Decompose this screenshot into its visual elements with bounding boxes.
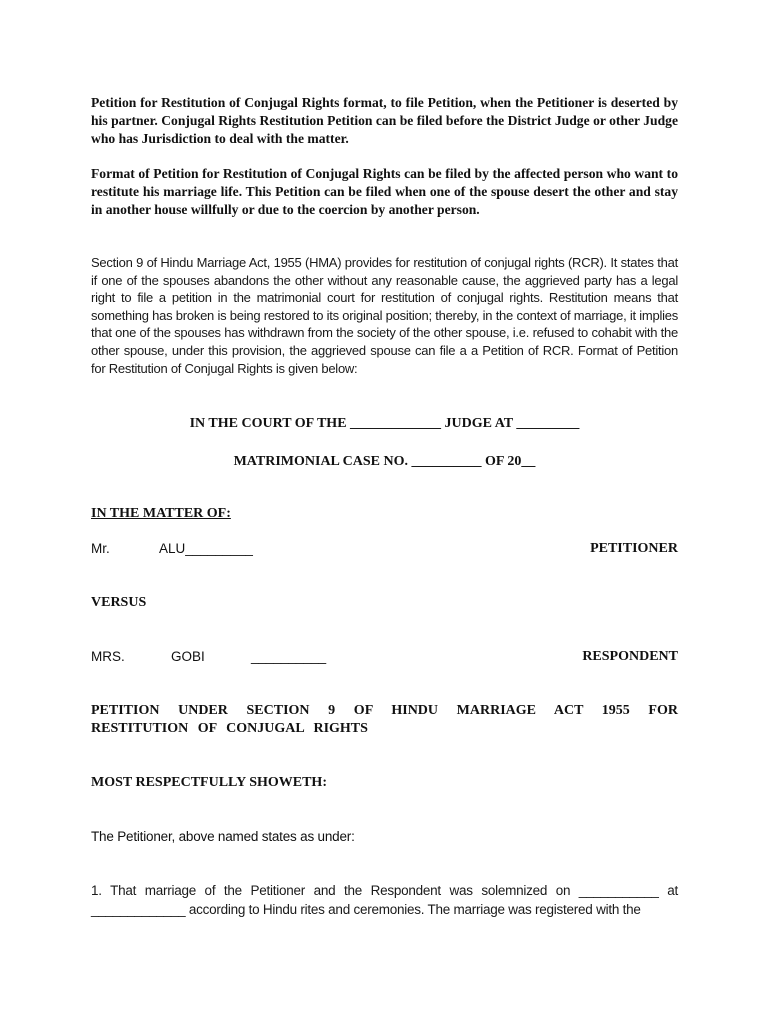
respondent-title: MRS.	[91, 649, 125, 664]
respondent-name: GOBI	[171, 649, 205, 664]
petitioner-role: PETITIONER	[590, 541, 678, 556]
matter-heading: IN THE MATTER OF:	[91, 506, 231, 521]
petitioner-name: ALU_________	[159, 541, 253, 556]
respondent-role: RESPONDENT	[582, 649, 678, 664]
petitioner-row	[91, 541, 678, 561]
intro-paragraph-1: Petition for Restitution of Conjugal Rights format, to file Petition, when the Petitioner is deserted by his partner. Conjugal Rights Restitution Petition can be filed before the District Judge or other Judge who has Jurisdiction to deal with the matter.	[91, 95, 678, 146]
intro-paragraph-2: Format of Petition for Restitution of Conjugal Rights can be filed by the affected person who want to restitute his marriage life. This Petition can be filed when one of the spouse desert the other and stay in another house willfully or due to the coercion by another person.	[91, 166, 678, 217]
intro-paragraph-3: Section 9 of Hindu Marriage Act, 1955 (HMA) provides for restitution of conjugal rights (RCR). It states that if one of the spouses abandons the other without any reasonable cause, the aggrieved party has a legal right to file a petition in the matrimonial court for restitution of conjugal rights. Restitution means that something has broken is being restored to its original position; thereby, in the context of marriage, it implies that one of the spouses has withdrawn from the society of the other spouse, i.e. refused to cohabit with the other spouse, under this provision, the aggrieved spouse can file a a Petition of RCR. Format of Petition for Restitution of Conjugal Rights is given below:	[91, 255, 678, 376]
petitioner-states: The Petitioner, above named states as under:	[91, 829, 355, 844]
petitioner-title: Mr.	[91, 541, 110, 556]
respondent-blank: __________	[251, 649, 327, 664]
versus-label: VERSUS	[91, 595, 147, 610]
petition-title: PETITION UNDER SECTION 9 OF HINDU MARRIAGE ACT 1955 FOR RESTITUTION OF CONJUGAL RIGHTS	[91, 703, 678, 736]
respondent-row	[91, 649, 678, 669]
case-number-heading: MATRIMONIAL CASE NO. __________ OF 20__	[233, 454, 536, 469]
court-heading: IN THE COURT OF THE _____________ JUDGE AT _________	[189, 416, 580, 431]
point-1: 1. That marriage of the Petitioner and the Respondent was solemnized on ___________ at _____________ according to Hindu rites and ceremonies. The marriage was registered with the	[91, 883, 678, 917]
showeth-heading: MOST RESPECTFULLY SHOWETH:	[91, 775, 327, 790]
